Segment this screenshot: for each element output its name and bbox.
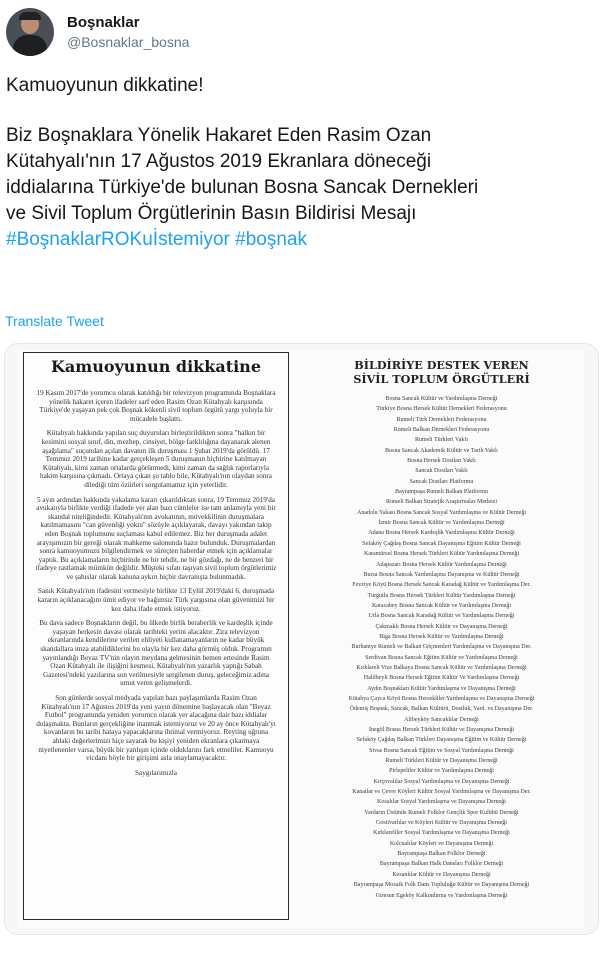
- organization-item: Giresun Egeköy Kalkındırma ve Yardımlaşma Derneği: [375, 892, 508, 899]
- organization-item: Halilbeyli Bosna Hersek Eğitim Kültür Ve Yardımlaşma Derneği: [363, 675, 520, 682]
- organization-item: Rumeli Türkleri Kültür ve Dayanışma Derneği: [385, 758, 498, 765]
- organization-item: Karacabey Bosna Sancak Kültür ve Yardımlaşma Derneği: [371, 602, 512, 609]
- organization-item: Sivas Bosna Sancak Eğitim ve Sosyal Yardımlaşma Derneği: [369, 747, 514, 754]
- organization-item: Aydın Boşnakları Kültür Yardımlaşma ve Dayanışma Derneği: [367, 685, 516, 692]
- organization-item: Rumeli Türk Dernekleri Federasyonu: [396, 416, 487, 423]
- translate-tweet-link[interactable]: Translate Tweet: [5, 313, 104, 329]
- organization-item: Bursa Bosna Sancak Yardımlaşma Dayanışma ve Kültür Derneği: [363, 571, 520, 578]
- organization-item: Bayrampaşa Rumeli Balkan Platformu: [395, 489, 488, 496]
- supporters-column: [299, 358, 584, 901]
- organization-item: Bayrampaşa Balkan Folklor Derneği: [397, 851, 486, 858]
- supporters-title-line-2: SİVİL TOPLUM ÖRGÜTLERİ: [353, 372, 530, 386]
- statement-paragraph: 5 ayın ardından hakkında yakalama kararı çıkarıldıktan sonra, 19 Temmuz 2019'da avukatıyla birlikte verdiği ifadede yer alan bazı cümleler ise tam anlamıyla yeni bir skandal niteliğindedir. Kütahyalı'nın avukatının, müvekkilinin duruşmalara katılmamasını "can güvenliği yoktu" sözüyle açıklayarak, davayı yakından takip eden Boşnak toplumunu suçlaması kabul edilemez. Biz her duruşmada adalet arayışımızın bir gereği olarak mahkeme salonunda hazır bulunduk. Duruşmalardan sonra kamuoyumuzu bilgilendirmek ve süreçten haberdar etmek için açıklamalar yaptık. Bu açıklamaların hiçbirinde ne bir tehdit, ne bir gözdağı, ne de benzeri bir ifadeye rastlamak mümkün değildir. Müşteki sıfatı taşıyan sivil toplum örgütlerimiz ve şahıslar olarak kanuna aykırı hiçbir davranışta bulunmadık.: [35, 495, 277, 581]
- organization-item: Kanatlar ve Çevre Köyleri Kültür Sosyal Yardımlaşma ve Dayanışma Der.: [352, 789, 531, 796]
- organization-item: Türkiye Bosna Hersek Kültür Dernekleri Federasyonu: [376, 406, 507, 413]
- organization-item: Kesanlılar Kültür ve Dayanışma Derneği: [392, 871, 491, 878]
- organization-item: Kırçovalılar Sosyal Yardımlaşma ve Dayanışma Derneği: [373, 778, 510, 785]
- organization-item: Alibeyköy Sancaklılar Derneği: [404, 716, 479, 723]
- organization-item: Fevziye Köyü Bosna Hersek Sancak Karadağ Kültür ve Yardımlaşma Der.: [352, 582, 531, 589]
- organization-item: Bayrampaşa Mozaik Folk Dans Topluluğu Kültür ve Dayanışma Derneği: [353, 882, 530, 889]
- organization-item: Pirlepeliler Kültür ve Yardımlaşma Derneği: [389, 768, 494, 775]
- organization-item: Bosna Sancak Kültür ve Yardımlaşma Derneği: [385, 396, 498, 402]
- organization-item: Bayrampaşa Balkan Halk Dansları Folklor Derneği: [379, 861, 504, 868]
- avatar[interactable]: [6, 8, 54, 56]
- statement-paragraph: Bu dava sadece Boşnakların değil, bu ülkede birlik beraberlik ve kardeşlik içinde yaşayan herkesin davası olarak tarihteki yerini alacaktır. Zira televizyon ekranlarında kendilerine verilen ehliyeti kullanamayanların ne kadar büyük skandallara imza atabildiklerini bu olayla bir kez daha görmüş olduk. Programın yayınlandığı Beyaz TV'nin olayın meydana gelmesinin hemen ertesinde Rasim Ozan Kütahyalı ile ilişiğini kesmesi, Kütahyalı'nın yazarlık yaptığı Sabah Gazetesi'ndeki yazılarına son verilmesiyle sergilenen duruş, geleceğimiz adına umut veren gelişmelerdi.: [39, 619, 273, 688]
- organization-item: Kütahya Çayca Köyü Bosna Hersekliler Yardımlaşma ve Dayanışma Derneği: [348, 695, 535, 702]
- avatar-body-shape: [13, 35, 47, 56]
- tweet-line: Kütahyalı'nın 17 Ağustos 2019 Ekranlara döneceği: [6, 151, 432, 172]
- avatar-cap-shape: [19, 12, 41, 20]
- organization-item: Kırklareli Vize Balkaya Bosna Sancak Kültür ve Yardımlaşma Derneği: [356, 664, 527, 671]
- press-release-document: [17, 350, 584, 928]
- tweet-line: Biz Boşnaklara Yönelik Hakaret Eden Rasim Ozan: [6, 125, 432, 146]
- tweet-first-line: Kamuoyunun dikkatine!: [6, 75, 204, 96]
- organization-list: [299, 394, 584, 901]
- statement-paragraph: Son günlerde sosyal medyada yapılan bazı paylaşımlarda Rasim Ozan Kütahyalı'nın 17 Ağustos 2019'da yeni yayın dönemine başlayacak olan "Beyaz Futbol" programında yeniden yorumcu olarak yer alacağına dair bazı iddialar dolaşmakta. Bunların gerçekliğine inanmak istemiyoruz ve 20 ay önce Kütahyalı'yı kovanların bu tarihi hataya yapacaklarına ihtimal vermiyoruz. Reyting uğruna ahlaki değerlerimizi hiçe sayarak bu kişiyi yeniden ekranlara çıkarmaya niyetlenenler varsa, büyük bir yanlışın içinde olduklarını fark etmeliler. Kamuoyu vicdanı böyle bir girişimi asla onaylamayacaktır.: [36, 694, 276, 763]
- organization-item: Kosalılar Sosyal Yardımlaşma ve Dayanışma Derneği: [377, 799, 506, 806]
- tweet-line: iddialarına Türkiye'de bulunan Bosna Sancak Dernekleri: [6, 177, 479, 198]
- organization-item: Anadolu Yakası Bosna Sancak Sosyal Yardımlaşma ve Kültür Derneği: [357, 509, 526, 516]
- organization-item: Rumeli Türkleri Vakfı: [414, 437, 469, 444]
- organization-item: Sancak Dostları Platformu: [409, 478, 474, 485]
- display-name[interactable]: Boşnaklar: [67, 14, 140, 31]
- organization-item: Bosna Sancak Akademik Kültür ve Tarih Vakfı: [385, 447, 498, 454]
- organization-item: Rumeli Balkan Stratejik Araştırmalar Merkezi: [386, 499, 497, 506]
- statement-closing: Saygılarımızla: [135, 768, 177, 777]
- organization-item: Adapazarı Bosna Hersek Kültür Yardımlaşma Derneği: [376, 561, 507, 568]
- statement-title: Kamuoyunun dikkatine: [51, 357, 261, 376]
- organization-item: Gostivarlılar ve Köyleri Kültür ve Dayanışma Derneği: [376, 820, 507, 827]
- organization-item: Karamürsel Bosna Hersek Türkleri Kültür Yardımlaşma Derneği: [363, 551, 520, 558]
- organization-item: İnegöl Bosna Hersek Türkleri Kültür ve Dayanışma Derneği: [368, 727, 514, 733]
- tweet-text: [6, 73, 601, 253]
- statement-body: [35, 389, 277, 783]
- tweet-line: ve Sivil Toplum Örgütlerinin Basın Bildirisi Mesajı: [6, 203, 417, 224]
- organization-item: Rumeli Balkan Dernekleri Federasyonu: [393, 427, 490, 434]
- statement-box: [23, 352, 289, 920]
- statement-paragraph: 19 Kasım 2017'de yorumcu olarak katıldığı bir televizyon programında Boşnaklara yönelik hakaret içeren ifadeler sarf eden Rasim Ozan Kütahyalı karşısında Türkiye'de yaşayan pek çok Boşnak kökenli sivil toplum örgütü yargı yoluyla bir mücadele başlattı.: [36, 389, 276, 423]
- attached-image[interactable]: [4, 343, 599, 935]
- organization-item: Çakmaklı Bosna Hersek Kültür ve Dayanışma Derneği: [375, 623, 508, 630]
- organization-item: Turgutlu Bosna Hersek Türkleri Kültür Yardımlaşma Derneği: [367, 592, 516, 599]
- organization-item: Adana Bosna Hersek Kardeşlik Yardımlaşma Kültür Derneği: [368, 530, 515, 537]
- organization-item: İzmir Bosna Sancak Kültür ve Yardımlaşma Derneği: [378, 520, 505, 527]
- organization-item: Sefaköy Çağdaş Balkan Türkleri Dayanışma Eğitim ve Kültür Derneği: [356, 737, 527, 744]
- tweet-author[interactable]: [67, 14, 189, 51]
- organization-item: Serdivan Bosna Sancak Eğitim Kültür ve Yardımlaşma Derneği: [365, 654, 518, 661]
- organization-item: Biga Bosna Hersek Kültür ve Yardımlaşma Derneği: [379, 633, 504, 640]
- organization-item: Sancak Dostları Vakfı: [415, 468, 468, 475]
- organization-item: Kırklareliler Sosyal Yardımlaşma ve Dayanışma Derneği: [373, 830, 510, 837]
- supporters-title-line-1: BİLDİRİYE DESTEK VEREN: [354, 358, 529, 372]
- organization-item: Urla Bosna Sancak Karadağ Kültür ve Yardımlaşma Derneği: [368, 613, 515, 620]
- organization-item: Ödemiş Boşnak, Sancak, Balkan Kültürü, Dostluk, Yard. ve Dayanışma Der.: [349, 706, 534, 713]
- organization-item: Burhaniye Rumeli ve Balkan Göçmenleri Yardımlaşma ve Dayanışma Der.: [351, 644, 532, 651]
- organization-item: Bosna Hersek Dostları Vakfı: [407, 458, 476, 465]
- user-handle[interactable]: @Bosnaklar_bosna: [67, 34, 190, 50]
- organization-item: Kolcualılar Köyleri ve Dayanışma Derneği: [389, 840, 494, 847]
- organization-item: Vardarın Üstünde Rumeli Folklor Gençlik Spor Kulübü Derneği: [364, 809, 519, 816]
- statement-paragraph: Kütahyalı hakkında yapılan suç duyuruları birleştirildikten sonra "halkın bir kesimini sosyal sınıf, din, mezhep, cinsiyet, bölge farklılığına dayanarak alenen aşağılama" suçundan açılan davanın ilk duruşması 1 Şubat 2019'da görüldü. 17 Temmuz 2019 tarihine kadar gerçekleşen 5 duruşmanın hiçbirine katılmayan Kütahyalı, kimi zaman ortalarda görünmedi, kimi zaman da sağlık raporlarıyla hakim karşısına çıkmadı. Ortaya çıkan şu tablo bile, Kütahyalı'nın olaydan sonra dilediği tüm özürleri sorgulamamız için yeterlidir.: [39, 429, 273, 489]
- organization-item: Sefaköy Çağdaş Bosna Sancak Dayanışma Eğitim Kültür Derneği: [362, 540, 521, 547]
- statement-paragraph: Sanık Kütahyalı'nın ifadesini vermesiyle birlikte 13 Eylül 2019'daki 6. duruşmada kararın açıklanacağını ümit ediyor ve bağımsız Türk yargısına olan güvenimizi bir kez daha ifade etmek istiyoruz.: [37, 587, 275, 613]
- hashtag-links[interactable]: #BoşnaklarROKuİstemiyor #boşnak: [6, 229, 307, 250]
